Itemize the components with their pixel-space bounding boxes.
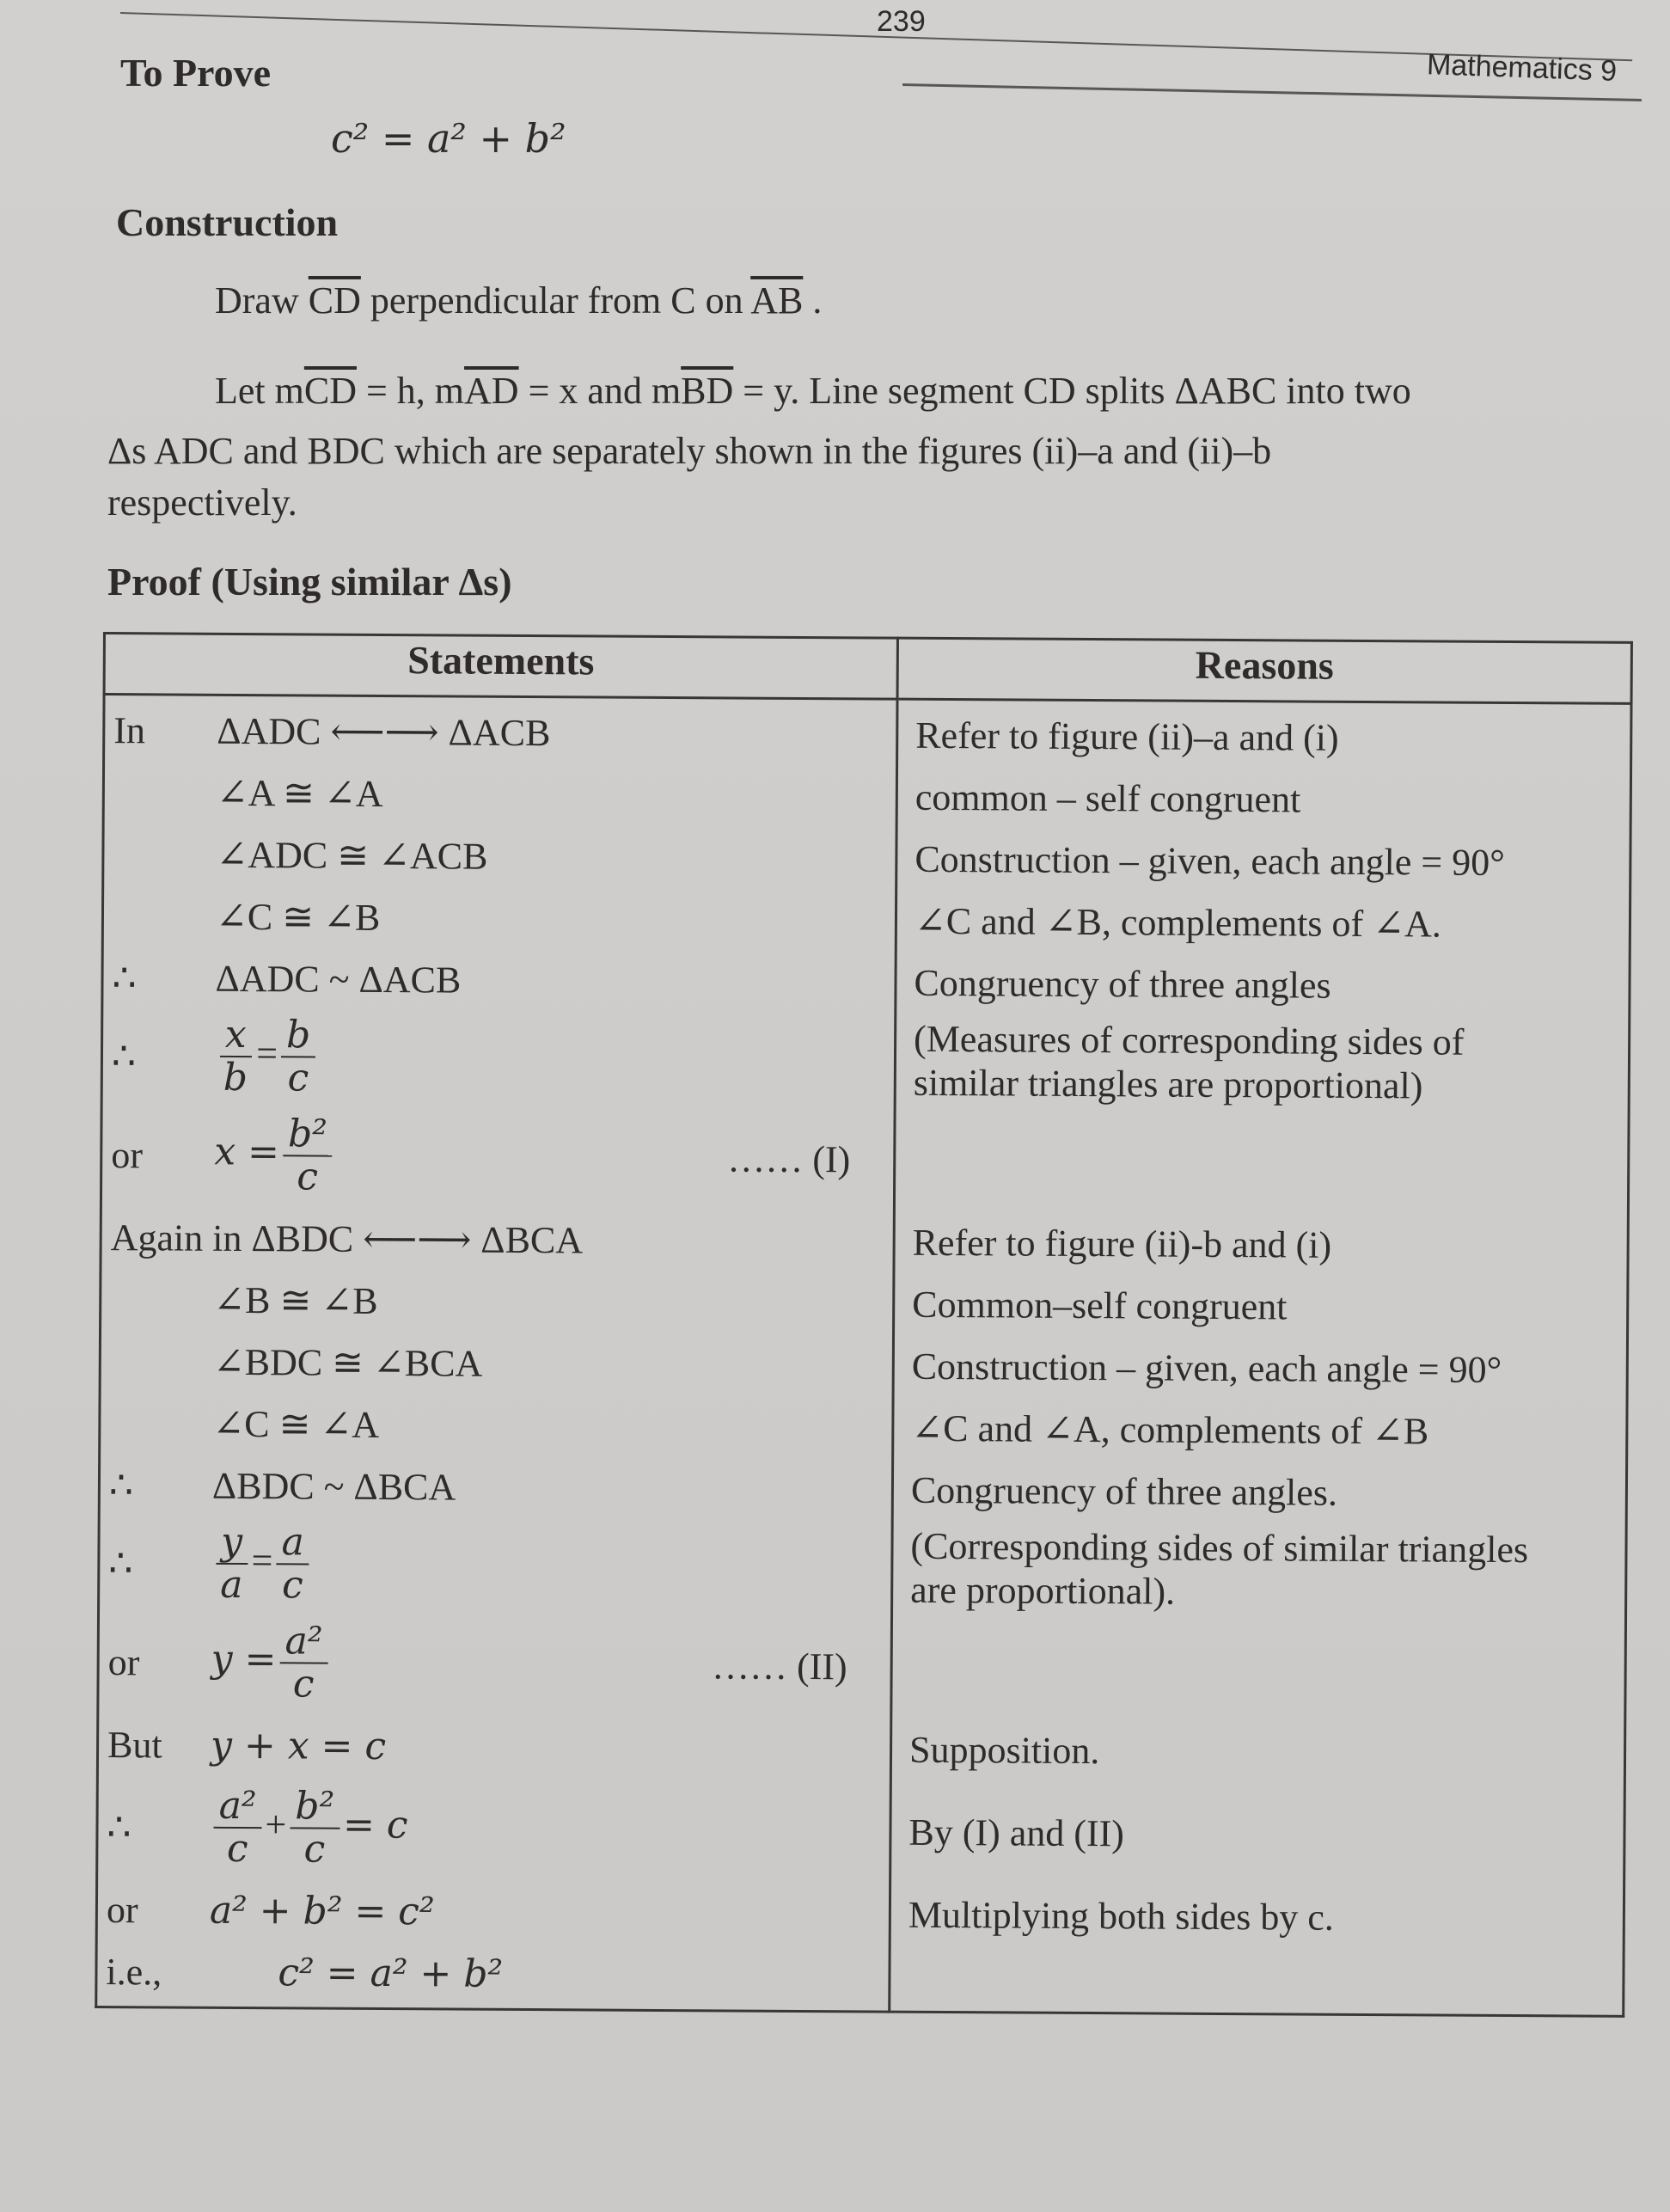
fraction-denominator: c [287,1056,309,1100]
statement-label: or [107,1640,140,1683]
fraction [283,1113,333,1198]
fraction-denominator: c [226,1826,248,1872]
statement-label [113,792,217,793]
segment-ad: $\overline{AD}$ [464,370,519,412]
construction-text: Let m [215,370,304,412]
fraction [279,1618,327,1706]
operator: = [256,1032,278,1075]
operator: + [265,1803,287,1846]
statements-header: Statements [104,634,897,700]
fraction-denominator: c [303,1827,326,1872]
construction-heading: Construction [116,200,339,244]
reason-cell [890,699,1631,2016]
fraction [213,1785,261,1870]
reason-text: ∠C and ∠A, complements of ∠B [911,1406,1429,1452]
statement-expr: ∠C ≅ ∠B [215,895,381,939]
page-number: 239 [877,5,926,38]
segment-ab: $\overline{AB}$ [750,279,804,322]
statement-label: ∴ [108,1463,134,1506]
statement-expr: ∠A ≅ ∠A [216,771,383,815]
operator: = [251,1539,273,1582]
construction-text: = y. Line segment CD splits ΔABC into two [733,370,1411,412]
reason-text: Refer to figure (ii)-b and (i) [912,1221,1332,1266]
fraction-denominator: c [292,1662,315,1706]
statement-expr: ∠ADC ≅ ∠ACB [216,833,488,878]
reason-text: Supposition. [908,1728,1100,1772]
statement-label: or [106,1888,138,1931]
fraction-denominator: c [297,1155,319,1199]
fraction [290,1783,340,1872]
construction-line-4: respectively. [107,481,297,524]
fraction [281,1014,316,1100]
reason-text: (Measures of corresponding sides of [913,1017,1465,1063]
statement-expr: ΔADC ~ ΔACB [215,957,462,1002]
statement-label: ∴ [107,1805,132,1848]
statement-cell [96,695,897,2013]
reason-text [908,1945,1605,2012]
fraction [276,1519,309,1608]
fraction [215,1521,248,1606]
table-row [96,695,1631,2017]
construction-line-2 [215,370,1411,414]
equation-lhs: y = [211,1636,277,1682]
reason-text: By (I) and (II) [908,1811,1125,1854]
fraction-denominator: c [281,1563,303,1608]
statement-expr: y + x = c [210,1723,387,1768]
reason-text: common – self congruent [915,775,1301,821]
fraction-numerator: a² [279,1621,327,1664]
equation-lhs: x = [214,1129,280,1174]
reason-text: are proportional). [910,1568,1176,1613]
statement-label [110,1361,213,1362]
header-rule-bottom [902,83,1642,101]
reasons-header: Reasons [897,638,1631,703]
statement-label [113,854,216,855]
statement-label: ∴ [112,956,137,999]
reason-text [909,1615,1607,1723]
statement-label [110,1299,213,1300]
statement-label: Again in ΔBDC ⟵⟶ ΔBCA [110,1216,584,1261]
segment-cd: $\overline{CD}$ [303,370,357,412]
statement-expr: ∠BDC ≅ ∠BCA [212,1340,483,1385]
construction-line-1 [215,279,822,323]
statement-label: In [113,708,146,751]
reason-text: Congruency of three angles. [910,1468,1338,1514]
reason-text: similar triangles are proportional) [913,1061,1423,1107]
construction-line-3: Δs ADC and BDC which are separately shown in the figures (ii)–a and (ii)–b [107,430,1272,472]
fraction-numerator: b [281,1014,315,1058]
fraction-numerator: a [276,1522,309,1566]
reason-text [913,1108,1611,1216]
construction-text: perpendicular from C on [360,279,751,322]
reason-text: ∠C and ∠B, complements of ∠A. [914,899,1441,946]
fraction-numerator: x [220,1014,252,1057]
book-title: Mathematics 9 [1426,48,1618,88]
fraction-numerator: b² [290,1786,340,1829]
construction-text: . [803,279,823,322]
statement-label: ∴ [108,1541,133,1584]
proof-heading: Proof (Using similar Δs) [107,560,512,604]
statement-expr: a² + b² = c² [209,1888,435,1933]
fraction [218,1014,254,1099]
reason-text: Refer to figure (ii)–a and (i) [915,714,1339,759]
fraction-numerator: y [216,1521,248,1565]
statement-label: i.e., [106,1950,162,1993]
statement-label [109,1423,212,1424]
fraction-denominator: a [220,1562,243,1608]
reason-text: (Corresponding sides of similar triangles [910,1524,1529,1572]
statement-label: But [107,1723,162,1766]
reason-text: Multiplying both sides by c. [908,1893,1335,1939]
construction-text: = h, m [356,370,465,412]
segment-bd: $\overline{BD}$ [681,370,734,412]
reason-text: Common–self congruent [912,1283,1288,1327]
construction-text: = x and m [518,370,682,412]
statement-expr: ∠C ≅ ∠A [212,1402,380,1446]
statement-expr: ΔBDC ~ ΔBCA [211,1464,456,1509]
equation-tag: …… (II) [711,1644,847,1688]
statement-label: or [111,1133,144,1176]
statement-expr: ∠B ≅ ∠B [213,1278,378,1322]
statement-expr: ΔADC ⟵⟶ ΔACB [217,709,551,754]
fraction-numerator: a² [214,1785,262,1829]
to-prove-equation: c² = a² + b² [331,115,566,162]
proof-table [95,632,1633,2018]
equation-tag: …… (I) [727,1137,851,1180]
reason-text: Construction – given, each angle = 90° [915,837,1505,884]
to-prove-heading: To Prove [120,51,272,95]
construction-text: Draw [215,279,309,322]
reason-text: Congruency of three angles [914,961,1331,1007]
fraction-numerator: b² [283,1113,333,1157]
statement-expr: c² = a² + b² [278,1950,504,1996]
fraction-denominator: b [223,1055,248,1100]
statement-label: ∴ [111,1034,137,1077]
equation-tail: = c [342,1802,408,1847]
segment-cd: $\overline{CD}$ [308,279,361,322]
reason-text: Construction – given, each angle = 90° [911,1345,1502,1391]
